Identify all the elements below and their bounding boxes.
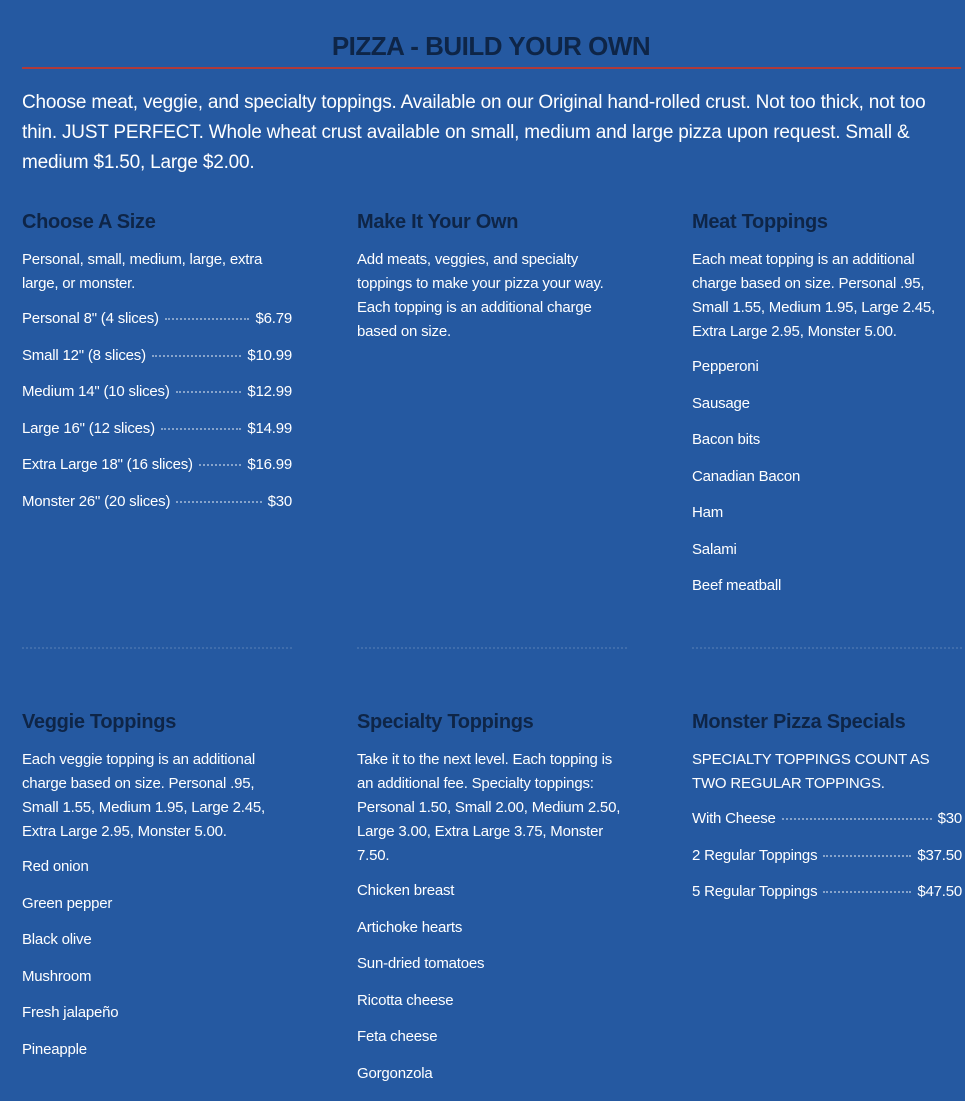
veggie-description: Each veggie topping is an additional charge based on size. Personal .95, Small 1.55, Medium 1.95, Large 2.45, Extra Large 2.95, Monster 5.00. bbox=[22, 748, 292, 844]
make-your-own-description: Add meats, veggies, and specialty toppings to make your pizza your way. Each topping is an additional charge based on size. bbox=[357, 248, 627, 344]
veggie-item: Fresh jalapeño bbox=[22, 1004, 292, 1041]
leader-dots bbox=[823, 855, 911, 857]
size-price: $30 bbox=[268, 493, 292, 510]
size-row bbox=[22, 383, 292, 420]
size-label: Large 16" (12 slices) bbox=[22, 420, 155, 437]
size-label: Extra Large 18" (16 slices) bbox=[22, 456, 193, 473]
veggie-item: Red onion bbox=[22, 858, 292, 895]
leader-dots bbox=[823, 891, 911, 893]
size-row bbox=[22, 420, 292, 457]
make-your-own-heading: Make It Your Own bbox=[357, 210, 627, 248]
specialty-section bbox=[357, 710, 627, 1101]
size-price: $16.99 bbox=[247, 456, 292, 473]
monster-price: $37.50 bbox=[917, 847, 962, 864]
meat-item: Ham bbox=[692, 504, 962, 541]
size-label: Personal 8" (4 slices) bbox=[22, 310, 159, 327]
leader-dots bbox=[161, 428, 241, 430]
leader-dots bbox=[199, 464, 241, 466]
size-row bbox=[22, 456, 292, 493]
meat-item: Bacon bits bbox=[692, 431, 962, 468]
monster-row bbox=[692, 883, 962, 920]
size-description: Personal, small, medium, large, extra large, or monster. bbox=[22, 248, 292, 296]
veggie-heading: Veggie Toppings bbox=[22, 710, 292, 748]
specialty-item: Artichoke hearts bbox=[357, 919, 627, 956]
leader-dots bbox=[782, 818, 932, 820]
monster-label: 2 Regular Toppings bbox=[692, 847, 817, 864]
monster-description: SPECIALTY TOPPINGS COUNT AS TWO REGULAR TOPPINGS. bbox=[692, 748, 962, 796]
meat-item: Salami bbox=[692, 541, 962, 578]
page-title: PIZZA - BUILD YOUR OWN bbox=[0, 31, 965, 62]
veggie-item: Pineapple bbox=[22, 1041, 292, 1078]
specialty-item: Ricotta cheese bbox=[357, 992, 627, 1029]
meat-item: Beef meatball bbox=[692, 577, 962, 614]
size-label: Medium 14" (10 slices) bbox=[22, 383, 170, 400]
leader-dots bbox=[165, 318, 250, 320]
veggie-item: Green pepper bbox=[22, 895, 292, 932]
veggie-item: Mushroom bbox=[22, 968, 292, 1005]
intro-text: Choose meat, veggie, and specialty toppings. Available on our Original hand-rolled crust. Not too thick, not too thin. JUST PERFECT. Whole wheat crust available on small, medium and large pizza upon request. Small & medium $1.50, Large $2.00. bbox=[22, 88, 965, 178]
meat-description: Each meat topping is an additional charge based on size. Personal .95, Small 1.55, Medium 1.95, Large 2.45, Extra Large 2.95, Monster 5.00. bbox=[692, 248, 962, 344]
monster-price: $47.50 bbox=[917, 883, 962, 900]
leader-dots bbox=[176, 501, 261, 503]
monster-heading: Monster Pizza Specials bbox=[692, 710, 962, 748]
section-divider bbox=[22, 647, 292, 649]
title-divider bbox=[22, 67, 961, 69]
section-divider bbox=[692, 647, 962, 649]
size-section bbox=[22, 210, 292, 529]
size-label: Small 12" (8 slices) bbox=[22, 347, 146, 364]
size-price: $14.99 bbox=[247, 420, 292, 437]
size-price: $6.79 bbox=[255, 310, 292, 327]
monster-row bbox=[692, 810, 962, 847]
leader-dots bbox=[152, 355, 241, 357]
specialty-item: Sun-dried tomatoes bbox=[357, 955, 627, 992]
size-price: $12.99 bbox=[247, 383, 292, 400]
size-row bbox=[22, 493, 292, 530]
meat-item: Sausage bbox=[692, 395, 962, 432]
section-divider bbox=[357, 647, 627, 649]
monster-label: With Cheese bbox=[692, 810, 776, 827]
meat-heading: Meat Toppings bbox=[692, 210, 962, 248]
size-heading: Choose A Size bbox=[22, 210, 292, 248]
size-price: $10.99 bbox=[247, 347, 292, 364]
size-row bbox=[22, 347, 292, 384]
monster-price: $30 bbox=[938, 810, 962, 827]
specialty-heading: Specialty Toppings bbox=[357, 710, 627, 748]
make-your-own-section bbox=[357, 210, 627, 358]
monster-section bbox=[692, 710, 962, 920]
monster-row bbox=[692, 847, 962, 884]
specialty-description: Take it to the next level. Each topping is an additional fee. Specialty toppings: Personal 1.50, Small 2.00, Medium 2.50, Large 3.00, Extra Large 3.75, Monster 7.50. bbox=[357, 748, 627, 868]
meat-item: Pepperoni bbox=[692, 358, 962, 395]
size-label: Monster 26" (20 slices) bbox=[22, 493, 170, 510]
specialty-item: Gorgonzola bbox=[357, 1065, 627, 1101]
meat-section bbox=[692, 210, 962, 614]
specialty-item: Chicken breast bbox=[357, 882, 627, 919]
specialty-item: Feta cheese bbox=[357, 1028, 627, 1065]
monster-label: 5 Regular Toppings bbox=[692, 883, 817, 900]
veggie-section bbox=[22, 710, 292, 1077]
leader-dots bbox=[176, 391, 242, 393]
veggie-item: Black olive bbox=[22, 931, 292, 968]
meat-item: Canadian Bacon bbox=[692, 468, 962, 505]
size-row bbox=[22, 310, 292, 347]
